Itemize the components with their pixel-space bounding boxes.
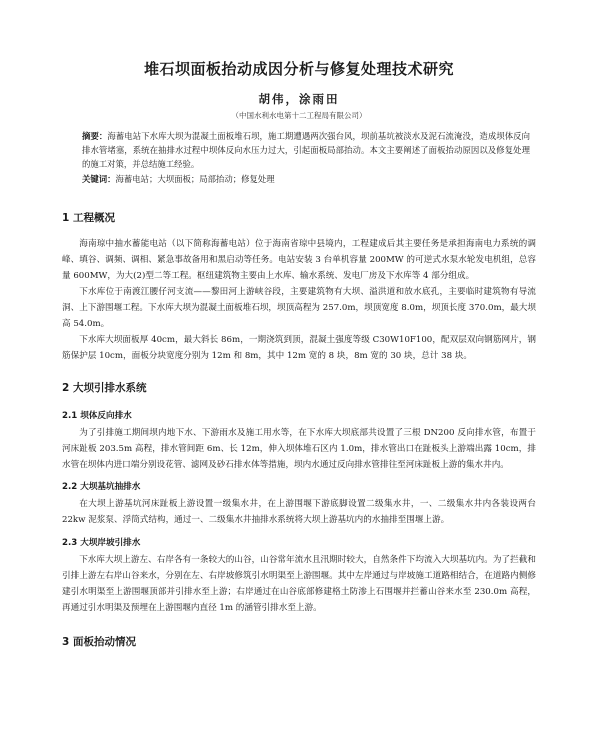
subsection-heading-2-2: 2.2 大坝基坑抽排水 bbox=[62, 482, 141, 492]
paragraph-2-3: 下水库大坝上游左、右岸各有一条较大的山谷，山谷常年流水且汛期时较大，自然条件下均流入大坝基坑内。为了拦截和引排上游左右岸山谷来水，分别在左、右岸坡修筑引水明渠至上游围堰。其中左岸通过与岸坡施工道路相结合，在道路内侧修建引水明渠至上游围堰顶部并引排水至上游；右岸通过在山谷底部修建格土防渗上石围堰并拦蓄山谷来水至 230.0m 高程，再通过引水明渠及预埋在上游围堰内直径 1m 的涵管引排水至上游。 bbox=[62, 555, 536, 613]
abstract-label: 摘要： bbox=[82, 131, 108, 141]
paragraph-1-3: 下水库大坝面板厚 40cm，最大斜长 86m，一期浇筑到顶，混凝土强度等级 C30W10F100，配双层双向钢筋网片，钢筋保护层 10cm，面板分块宽度分别为 12m 和 8m，其中 12m 宽的 8 块，8m 宽的 30 块，总计 38 块。 bbox=[62, 335, 536, 361]
keywords-text: 海蓄电站；大坝面板；局部抬动；修复处理 bbox=[115, 174, 275, 184]
paper-title: 堆石坝面板抬动成因分析与修复处理技术研究 bbox=[143, 60, 454, 78]
keywords bbox=[82, 173, 530, 186]
keywords-label: 关键词： bbox=[82, 174, 116, 184]
subsection-heading-2-3: 2.3 大坝岸坡引排水 bbox=[62, 538, 141, 548]
authors: 胡伟，涂雨田 bbox=[258, 92, 340, 106]
paragraph-2-1: 为了引排施工期间坝内地下水、下游雨水及施工用水等，在下水库大坝底部共设置了三根 DN200 反向排水管，布置于河床趾板 203.5m 高程，排水管间距 6m、长 12m，伸入坝体堆石区内 1.0m，排水管出口在趾板头上游端出露 10cm，排水管在坝体内进口端分别设花管、滤网及砂石排水体等措施，坝内水通过反向排水管排往至河床趾板上游的集水井内。 bbox=[62, 428, 536, 470]
subsection-heading-2-1: 2.1 坝体反向排水 bbox=[62, 411, 132, 421]
paragraph-1-2: 下水库位于南渡江腰仔河支流——黎田河上游峡谷段，主要建筑物有大坝、溢洪道和放水底孔，主要临时建筑物有导流洞、上下游围堰工程。下水库大坝为混凝土面板堆石坝，坝顶高程为 257.0m，坝顶宽度 8.0m，坝顶长度 370.0m，最大坝高 54.0m。 bbox=[62, 287, 536, 329]
affiliation: （中国水利水电第十二工程局有限公司） bbox=[231, 111, 367, 120]
paragraph-2-2: 在大坝上游基坑河床趾板上游设置一级集水井，在上游围堰下游底脚设置二级集水井，一、二级集水井内各装设两台 22kw 泥浆泵、浮筒式结构，通过一、二级集水井抽排水系统将大坝上游基坑内的水抽排至围堰上游。 bbox=[62, 499, 536, 525]
section-heading-1: 1 工程概况 bbox=[62, 212, 115, 224]
paragraph-1-1: 海南琼中抽水蓄能电站（以下简称海蓄电站）位于海南省琼中县境内，工程建成后其主要任务是承担海南电力系统的调峰、填谷、调频、调相、紧急事故备用和黑启动等任务。电站安装 3 台单机容量 200MW 的可逆式水泵水轮发电机组，总容量 600MW，为大(2)型二等工程。枢纽建筑物主要由上水库、输水系统、发电厂房及下水库等 4 部分组成。 bbox=[62, 239, 536, 281]
abstract-text: 海蓄电站下水库大坝为混凝土面板堆石坝，施工期遭遇两次强台风，坝前基坑被淡水及泥石流淹没，造成坝体反向排水管堵塞，系统在抽排水过程中坝体反向水压力过大，引起面板局部抬动。本文主要阐述了面板抬动原因以及修复处理的施工对策，并总结施工经验。 bbox=[82, 131, 531, 169]
section-heading-2: 2 大坝引排水系统 bbox=[62, 382, 147, 394]
section-heading-3: 3 面板抬动情况 bbox=[62, 636, 136, 648]
abstract bbox=[82, 129, 530, 171]
